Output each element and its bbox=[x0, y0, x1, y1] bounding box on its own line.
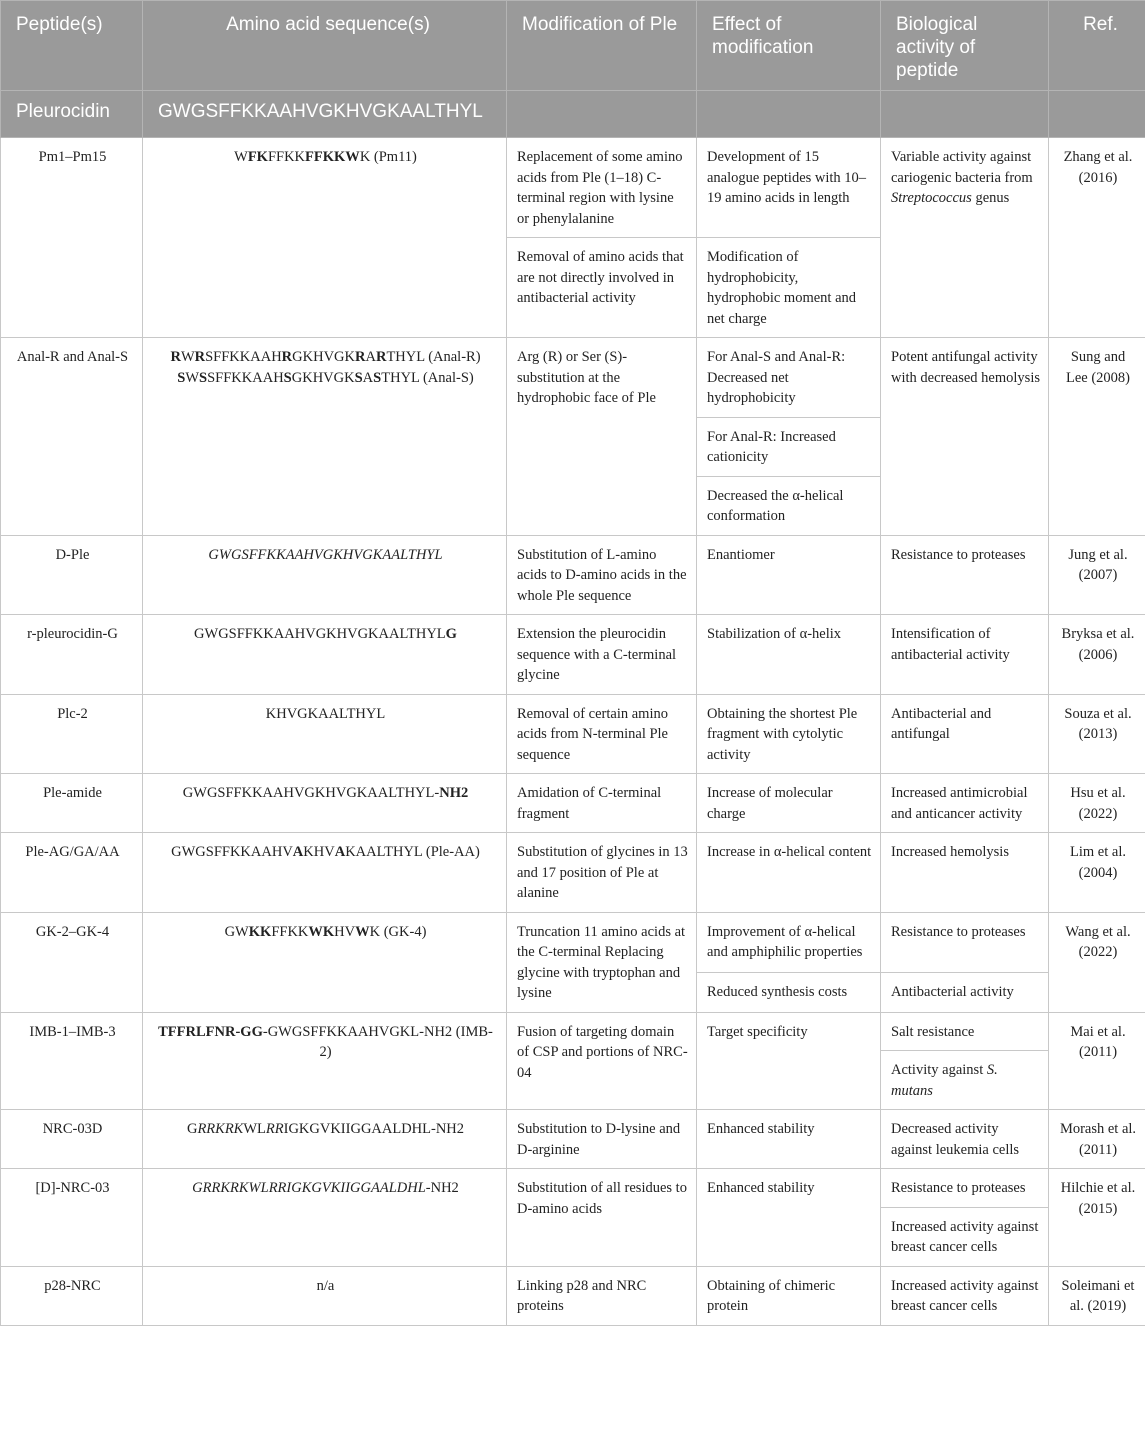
activity: Decreased activity against leukemia cells bbox=[881, 1110, 1049, 1169]
reference: Wang et al. (2022) bbox=[1049, 912, 1145, 1012]
peptide-name: Plc-2 bbox=[1, 694, 143, 774]
table-row bbox=[1, 1169, 1145, 1208]
effect: Enantiomer bbox=[697, 535, 881, 615]
reference: Jung et al. (2007) bbox=[1049, 535, 1145, 615]
peptide-sequence: RWRSFFKKAAHRGKHVGKRARTHYL (Anal-R) SWSSFFKKAAHSGKHVGKSASTHYL (Anal-S) bbox=[143, 338, 507, 536]
effect: For Anal-S and Anal-R: Decreased net hydrophobicity bbox=[697, 338, 881, 418]
effect: Improvement of α-helical and amphiphilic properties bbox=[697, 912, 881, 973]
activity: Salt resistance bbox=[881, 1012, 1049, 1051]
parent-row bbox=[1, 91, 1145, 138]
effect: Decreased the α-helical conformation bbox=[697, 476, 881, 535]
reference: Morash et al. (2011) bbox=[1049, 1110, 1145, 1169]
reference: Sung and Lee (2008) bbox=[1049, 338, 1145, 536]
peptide-sequence: GRRKRKWLRRIGKGVKIIGGAALDHL-NH2 bbox=[143, 1169, 507, 1267]
header-effect: Effect of modification bbox=[697, 1, 881, 91]
modification: Amidation of C-terminal fragment bbox=[507, 774, 697, 833]
peptide-name: [D]-NRC-03 bbox=[1, 1169, 143, 1267]
effect: Increase in α-helical content bbox=[697, 833, 881, 913]
peptide-name: p28-NRC bbox=[1, 1266, 143, 1325]
effect: Modification of hydrophobicity, hydrophobic moment and net charge bbox=[697, 238, 881, 338]
header-sequence: Amino acid sequence(s) bbox=[143, 1, 507, 91]
table-row bbox=[1, 774, 1145, 833]
peptide-sequence: GWKKFFKKWKHVWK (GK-4) bbox=[143, 912, 507, 1012]
peptide-name: IMB-1–IMB-3 bbox=[1, 1012, 143, 1110]
modification: Substitution of L-amino acids to D-amino acids in the whole Ple sequence bbox=[507, 535, 697, 615]
effect: Enhanced stability bbox=[697, 1169, 881, 1267]
reference: Hilchie et al. (2015) bbox=[1049, 1169, 1145, 1267]
activity: Resistance to proteases bbox=[881, 912, 1049, 973]
peptide-sequence: KHVGKAALTHYL bbox=[143, 694, 507, 774]
parent-sequence: GWGSFFKKAAHVGKHVGKAALTHYL bbox=[143, 91, 507, 138]
peptide-name: Ple-AG/GA/AA bbox=[1, 833, 143, 913]
header-peptides: Peptide(s) bbox=[1, 1, 143, 91]
activity: Potent antifungal activity with decreased hemolysis bbox=[881, 338, 1049, 536]
modification: Substitution to D-lysine and D-arginine bbox=[507, 1110, 697, 1169]
header-activity: Biological activity of peptide bbox=[881, 1, 1049, 91]
table-row bbox=[1, 535, 1145, 615]
reference: Zhang et al. (2016) bbox=[1049, 138, 1145, 338]
peptide-sequence: GWGSFFKKAAHVGKHVGKAALTHYL-NH2 bbox=[143, 774, 507, 833]
activity: Intensification of antibacterial activity bbox=[881, 615, 1049, 695]
header-modification: Modification of Ple bbox=[507, 1, 697, 91]
effect: Obtaining of chimeric protein bbox=[697, 1266, 881, 1325]
peptide-name: r-pleurocidin-G bbox=[1, 615, 143, 695]
reference: Mai et al. (2011) bbox=[1049, 1012, 1145, 1110]
header-row bbox=[1, 1, 1145, 91]
table-row bbox=[1, 1266, 1145, 1325]
modification: Removal of amino acids that are not directly involved in antibacterial activity bbox=[507, 238, 697, 338]
reference: Souza et al. (2013) bbox=[1049, 694, 1145, 774]
modification: Replacement of some amino acids from Ple (1–18) C-terminal region with lysine or phenylalanine bbox=[507, 138, 697, 238]
effect: For Anal-R: Increased cationicity bbox=[697, 417, 881, 476]
activity: Resistance to proteases bbox=[881, 1169, 1049, 1208]
table-row bbox=[1, 1110, 1145, 1169]
effect: Development of 15 analogue peptides with 10–19 amino acids in length bbox=[697, 138, 881, 238]
peptide-name: GK-2–GK-4 bbox=[1, 912, 143, 1012]
peptide-sequence: GWGSFFKKAAHVAKHVAKAALTHYL (Ple-AA) bbox=[143, 833, 507, 913]
reference: Lim et al. (2004) bbox=[1049, 833, 1145, 913]
peptide-name: Ple-amide bbox=[1, 774, 143, 833]
activity: Increased hemolysis bbox=[881, 833, 1049, 913]
reference: Bryksa et al. (2006) bbox=[1049, 615, 1145, 695]
activity: Variable activity against cariogenic bacteria from Streptococcus genus bbox=[881, 138, 1049, 338]
table-row bbox=[1, 694, 1145, 774]
modification: Extension the pleurocidin sequence with a C-terminal glycine bbox=[507, 615, 697, 695]
effect: Reduced synthesis costs bbox=[697, 973, 881, 1013]
header-ref: Ref. bbox=[1049, 1, 1145, 91]
peptide-sequence: WFKFFKKFFKKWK (Pm11) bbox=[143, 138, 507, 338]
table-row bbox=[1, 833, 1145, 913]
peptide-name: Pm1–Pm15 bbox=[1, 138, 143, 338]
activity: Resistance to proteases bbox=[881, 535, 1049, 615]
modification: Substitution of all residues to D-amino acids bbox=[507, 1169, 697, 1267]
effect: Target specificity bbox=[697, 1012, 881, 1110]
activity: Antibacterial and antifungal bbox=[881, 694, 1049, 774]
activity: Increased activity against breast cancer cells bbox=[881, 1207, 1049, 1266]
effect: Enhanced stability bbox=[697, 1110, 881, 1169]
modification: Arg (R) or Ser (S)-substitution at the hydrophobic face of Ple bbox=[507, 338, 697, 536]
peptide-name: Anal-R and Anal-S bbox=[1, 338, 143, 536]
table-row bbox=[1, 138, 1145, 238]
table-row bbox=[1, 912, 1145, 973]
peptide-sequence: GWGSFFKKAAHVGKHVGKAALTHYLG bbox=[143, 615, 507, 695]
reference: Soleimani et al. (2019) bbox=[1049, 1266, 1145, 1325]
table-row bbox=[1, 338, 1145, 418]
peptide-sequence: GRRKRKWLRRIGKGVKIIGGAALDHL-NH2 bbox=[143, 1110, 507, 1169]
modification: Truncation 11 amino acids at the C-terminal Replacing glycine with tryptophan and lysine bbox=[507, 912, 697, 1012]
table-row bbox=[1, 1012, 1145, 1051]
modification: Linking p28 and NRC proteins bbox=[507, 1266, 697, 1325]
modification: Removal of certain amino acids from N-terminal Ple sequence bbox=[507, 694, 697, 774]
modification: Substitution of glycines in 13 and 17 position of Ple at alanine bbox=[507, 833, 697, 913]
peptide-sequence: GWGSFFKKAAHVGKHVGKAALTHYL bbox=[143, 535, 507, 615]
modification: Fusion of targeting domain of CSP and portions of NRC-04 bbox=[507, 1012, 697, 1110]
reference: Hsu et al. (2022) bbox=[1049, 774, 1145, 833]
parent-name: Pleurocidin bbox=[1, 91, 143, 138]
table-row bbox=[1, 615, 1145, 695]
activity: Antibacterial activity bbox=[881, 973, 1049, 1013]
peptide-name: NRC-03D bbox=[1, 1110, 143, 1169]
effect: Obtaining the shortest Ple fragment with cytolytic activity bbox=[697, 694, 881, 774]
effect: Stabilization of α-helix bbox=[697, 615, 881, 695]
activity: Activity against S. mutans bbox=[881, 1051, 1049, 1110]
peptide-sequence: TFFRLFNR-GG-GWGSFFKKAAHVGKL-NH2 (IMB-2) bbox=[143, 1012, 507, 1110]
activity: Increased activity against breast cancer cells bbox=[881, 1266, 1049, 1325]
effect: Increase of molecular charge bbox=[697, 774, 881, 833]
peptide-name: D-Ple bbox=[1, 535, 143, 615]
activity: Increased antimicrobial and anticancer activity bbox=[881, 774, 1049, 833]
peptide-sequence: n/a bbox=[143, 1266, 507, 1325]
